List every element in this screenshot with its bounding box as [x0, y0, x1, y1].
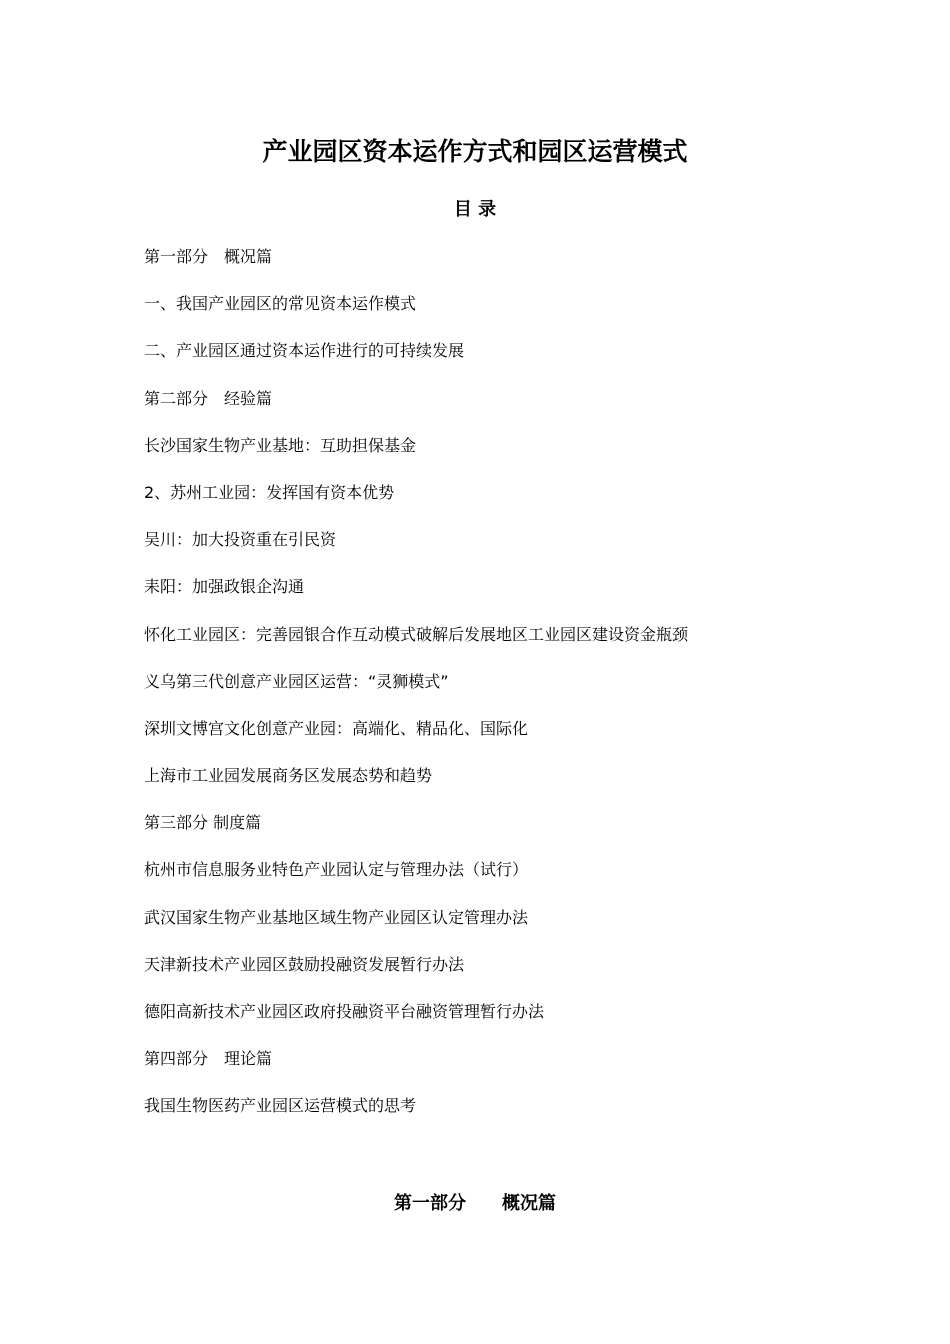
toc-item: 一、我国产业园区的常见资本运作模式 — [144, 294, 417, 314]
toc-item: 第二部分 经验篇 — [144, 388, 273, 408]
section-heading: 第一部分 概况篇 — [394, 1193, 556, 1214]
toc-item: 深圳文博宫文化创意产业园：高端化、精品化、国际化 — [144, 718, 529, 738]
toc-item: 第三部分 制度篇 — [144, 813, 262, 833]
toc-item: 我国生物医药产业园区运营模式的思考 — [144, 1096, 417, 1116]
toc-item: 第一部分 概况篇 — [144, 247, 273, 266]
toc-item: 德阳高新技术产业园区政府投融资平台融资管理暂行办法 — [144, 1002, 545, 1021]
toc-item: 怀化工业园区：完善园银合作互动模式破解后发展地区工业园区建设资金瓶颈 — [144, 624, 689, 644]
toc-item: 耒阳：加强政银企沟通 — [144, 577, 305, 597]
toc-item: 二、产业园区通过资本运作进行的可持续发展 — [144, 341, 465, 361]
toc-item: 天津新技术产业园区鼓励投融资发展暂行办法 — [144, 954, 465, 974]
toc-item: 义乌第三代创意产业园区运营：“灵狮模式” — [144, 671, 449, 691]
toc-item: 2、苏州工业园：发挥国有资本优势 — [144, 482, 395, 502]
toc-item: 武汉国家生物产业基地区域生物产业园区认定管理办法 — [144, 907, 529, 927]
toc-item: 第四部分 理论篇 — [144, 1049, 273, 1069]
toc-item: 吴川：加大投资重在引民资 — [144, 530, 337, 550]
toc-item: 长沙国家生物产业基地：互助担保基金 — [144, 435, 417, 455]
toc-item: 上海市工业园发展商务区发展态势和趋势 — [144, 766, 433, 786]
table-of-contents — [144, 243, 864, 1140]
toc-item: 杭州市信息服务业特色产业园认定与管理办法（试行） — [144, 860, 529, 880]
document-title: 产业园区资本运作方式和园区运营模式 — [262, 137, 688, 166]
toc-heading: 目 录 — [453, 199, 497, 220]
